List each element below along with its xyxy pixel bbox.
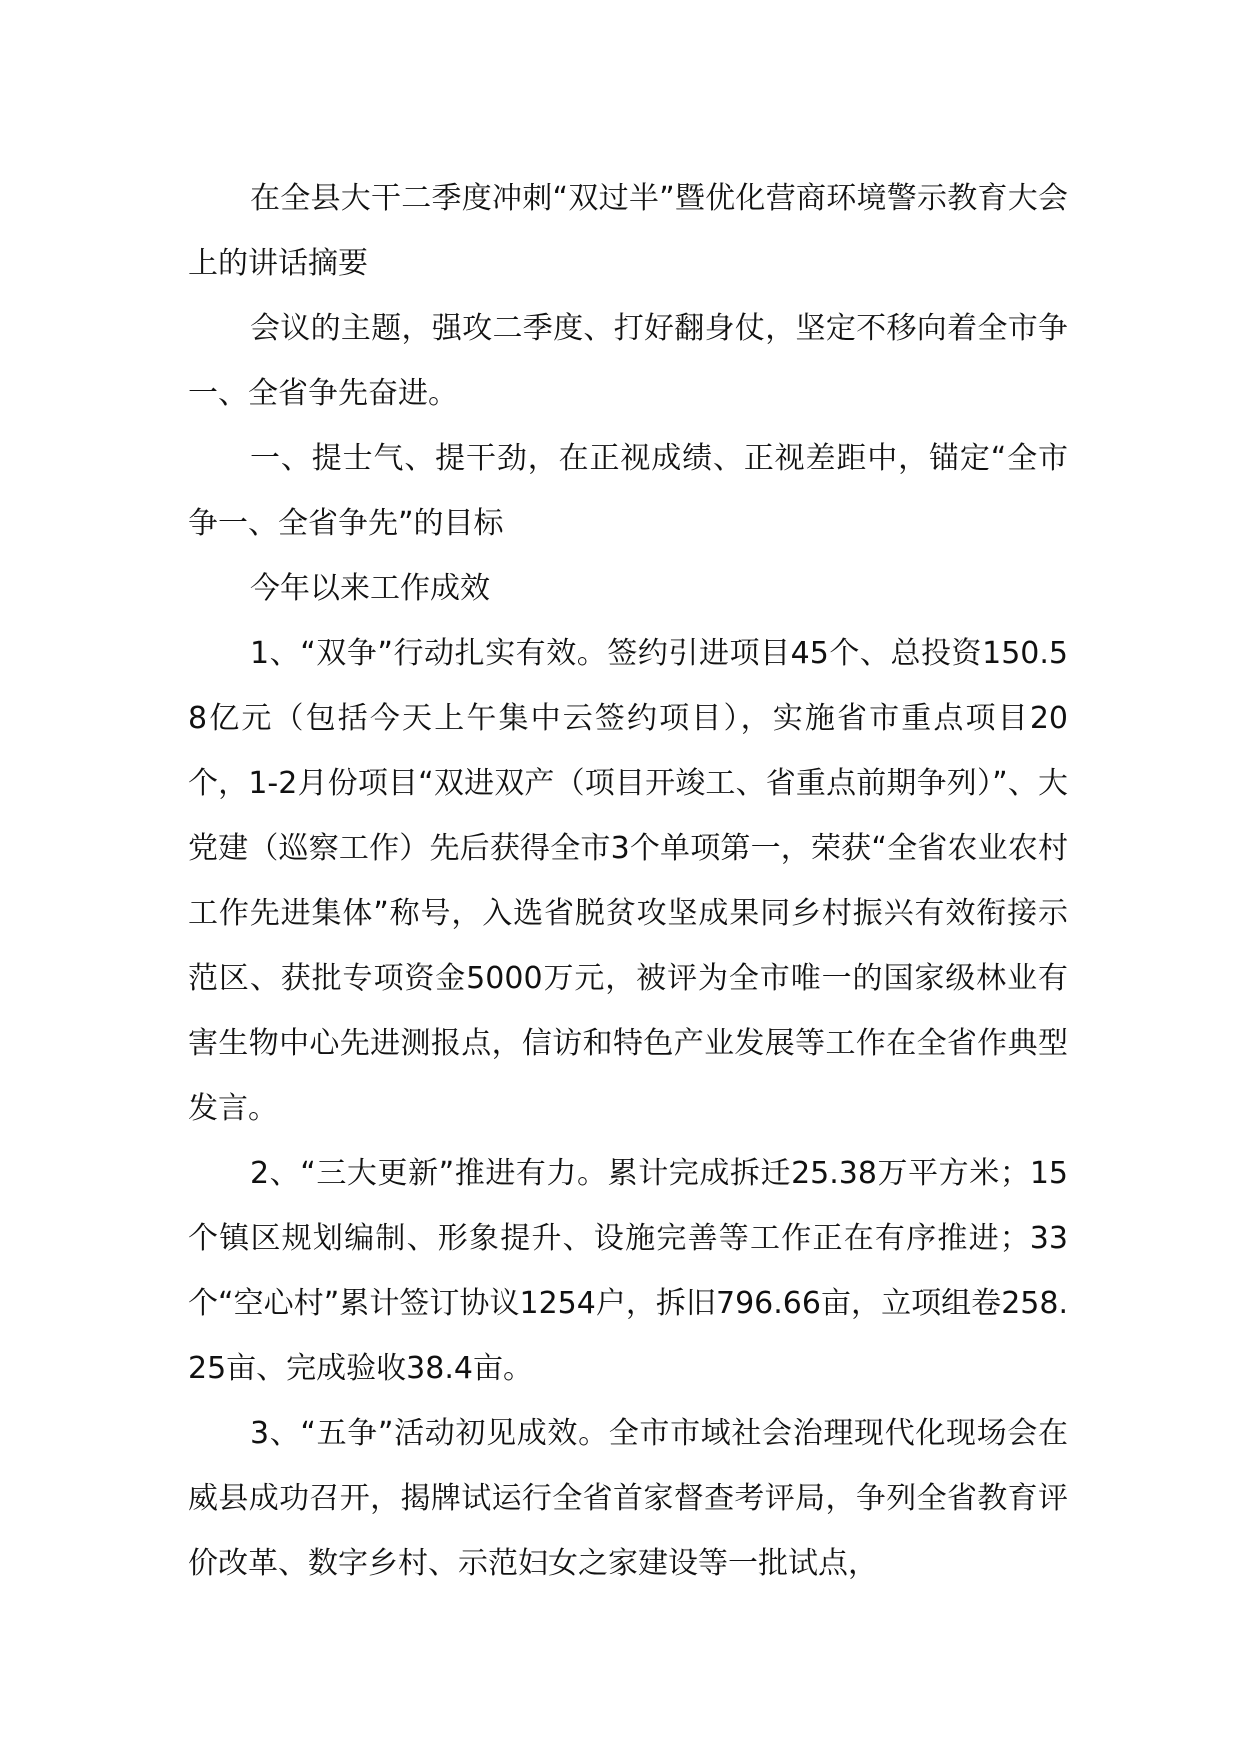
achievement-item-1: 1、“双争”行动扎实有效。签约引进项目45个、总投资150.58亿元（包括今天上午集中云签约项目），实施省市重点项目20个，1-2月份项目“双进双产（项目开竣工、省重点前期争列）”、大党建（巡察工作）先后获得全市3个单项第一，荣获“全省农业农村工作先进集体”称号，入选省脱贫攻坚成果同乡村振兴有效衔接示范区、获批专项资金5000万元，被评为全市唯一的国家级林业有害生物中心先进测报点，信访和特色产业发展等工作在全省作典型发言。 — [188, 636, 1068, 1126]
speech-title: 在全县大干二季度冲刺“双过半”暨优化营商环境警示教育大会上的讲话摘要 — [188, 181, 1068, 281]
achievement-item-3: 3、“五争”活动初见成效。全市市域社会治理现代化现场会在威县成功召开，揭牌试运行全省首家督查考评局，争列全省教育评价改革、数字乡村、示范妇女之家建设等一批试点， — [188, 1416, 1068, 1581]
meeting-theme-paragraph: 会议的主题，强攻二季度、打好翻身仗，坚定不移向着全市争一、全省争先奋进。 — [188, 311, 1068, 411]
achievement-item-2: 2、“三大更新”推进有力。累计完成拆迁25.38万平方米；15个镇区规划编制、形象提升、设施完善等工作正在有序推进；33个“空心村”累计签订协议1254户，拆旧796.66亩，立项组卷258.25亩、完成验收38.4亩。 — [188, 1156, 1068, 1386]
document-body — [188, 166, 1068, 1596]
section-heading-one: 一、提士气、提干劲，在正视成绩、正视差距中，锚定“全市争一、全省争先”的目标 — [188, 441, 1068, 541]
subheading-achievements: 今年以来工作成效 — [250, 571, 490, 606]
